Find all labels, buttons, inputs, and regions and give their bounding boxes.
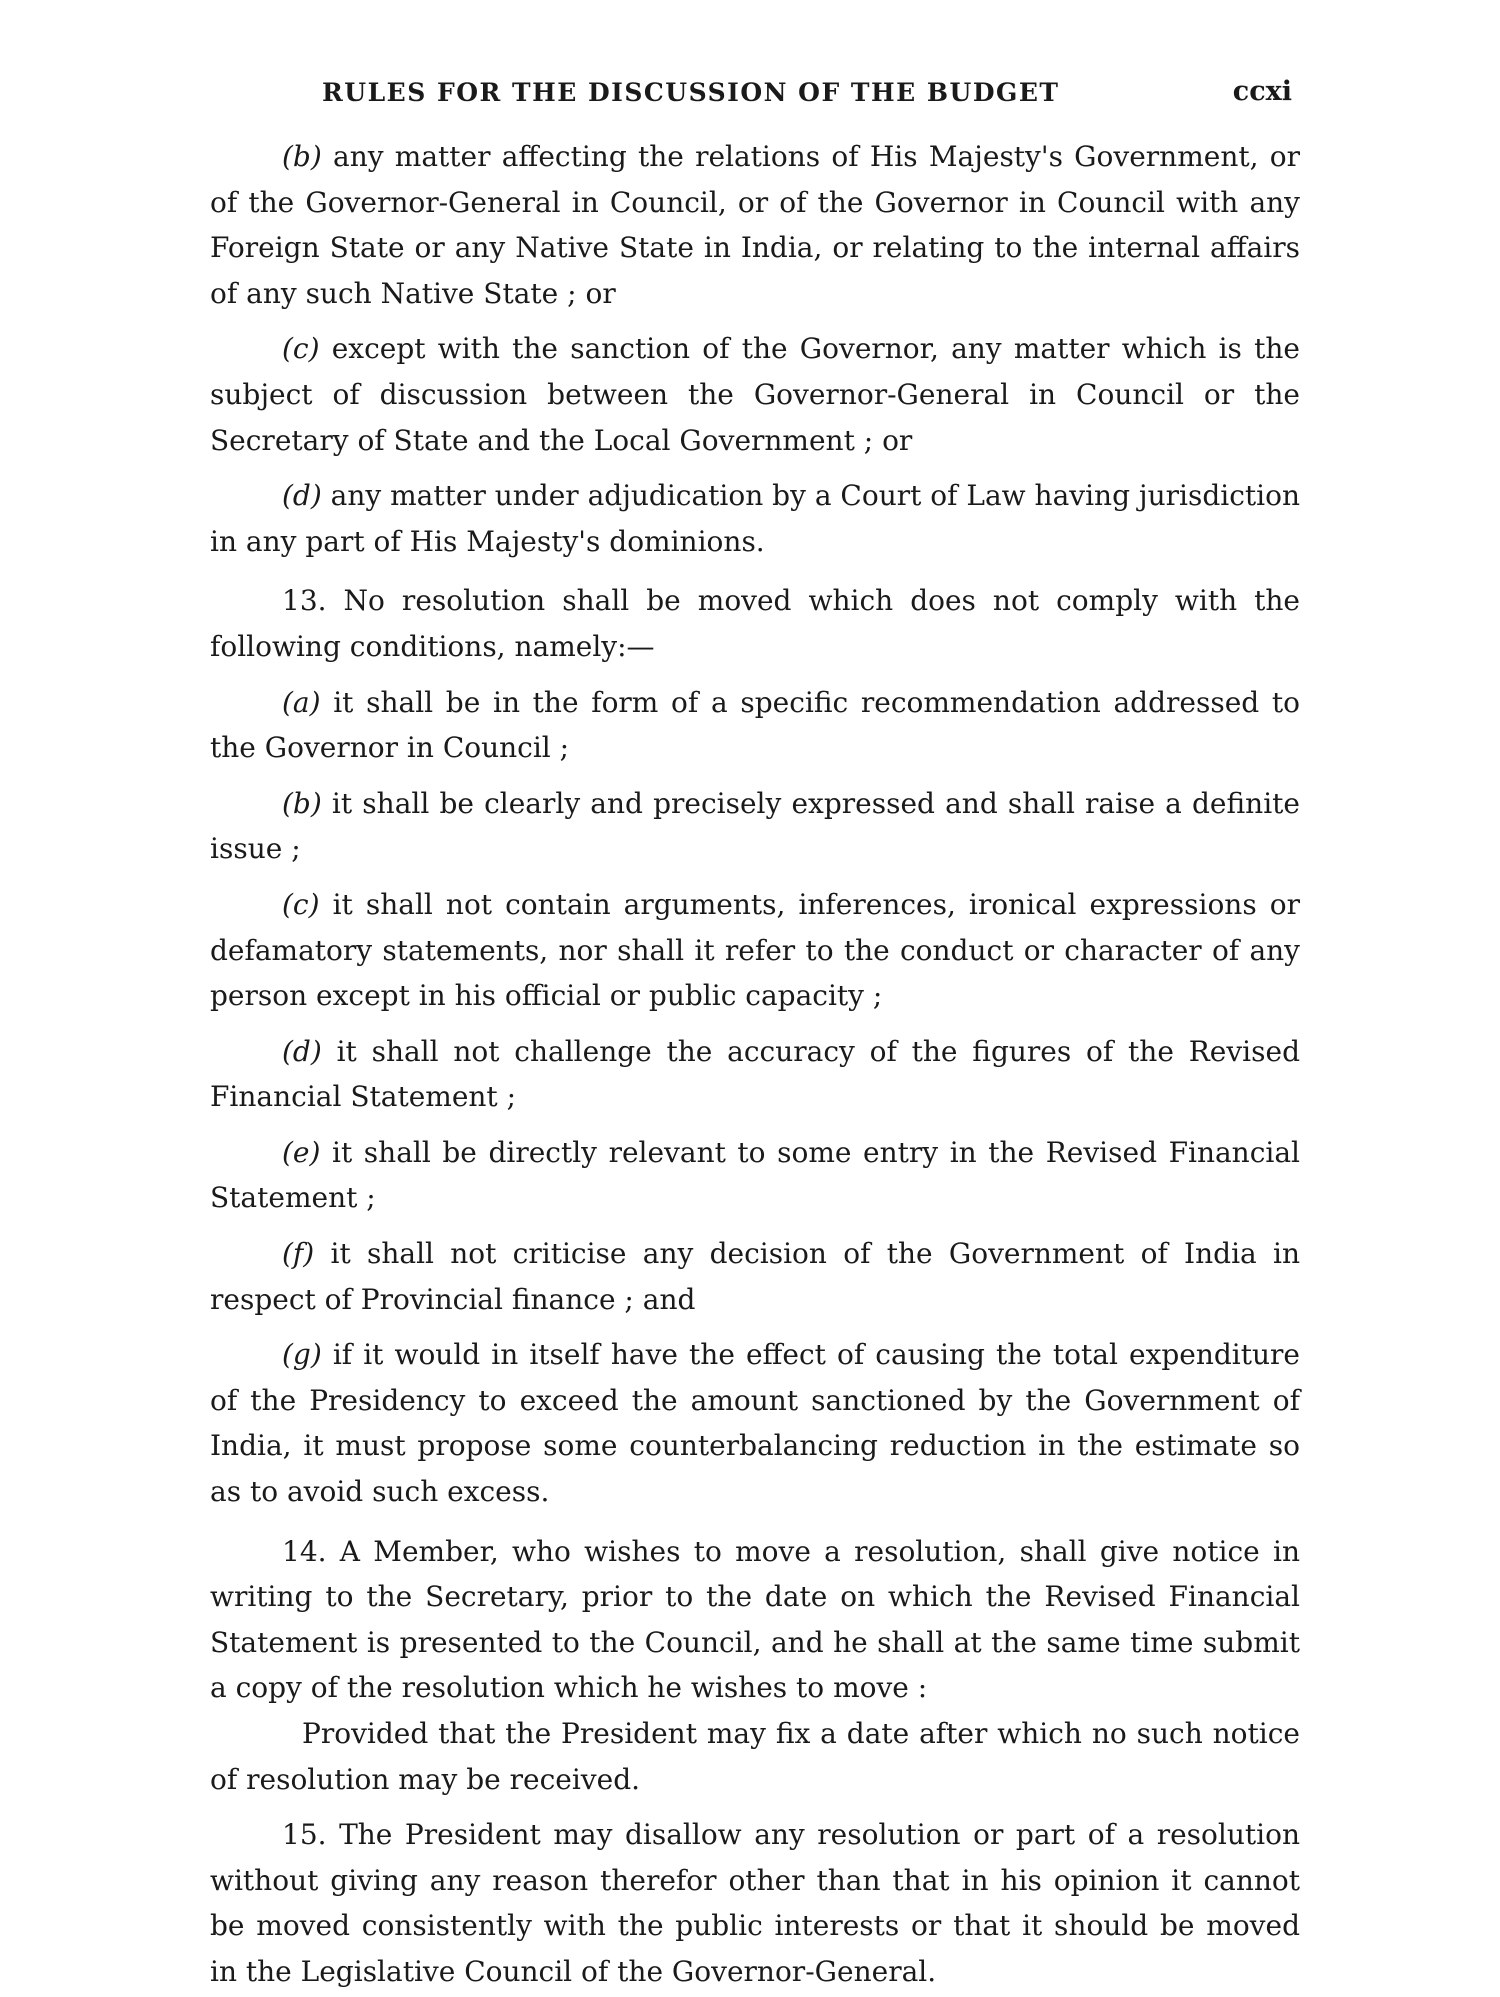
clause-d — [210, 473, 1300, 564]
document-page — [210, 76, 1300, 1988]
condition-text: it shall not criticise any decision of the Government of India in respect of Provincial finance ; and — [210, 1237, 1300, 1316]
clause-text: except with the sanction of the Governor, any matter which is the subject of discussion between the Governor-General in Council or the Secretary of State and the Local Government ; or — [210, 332, 1300, 457]
rule-13 — [210, 578, 1300, 669]
clause-label: (c) — [282, 332, 320, 366]
condition-label: (b) — [282, 786, 322, 820]
condition-g — [210, 1332, 1300, 1514]
condition-text: if it would in itself have the effect of causing the total expenditure of the Presidency to exceed the amount sanctioned by the Government of India, it must propose some counterbalancing reduction in the estimate so as to avoid such excess. — [210, 1338, 1300, 1509]
rule-text: A Member, who wishes to move a resolution, shall give notice in writing to the Secretary, prior to the date on which the Revised Financial Statement is presented to the Council, and he shall at the same time submit a copy of the resolution which he wishes to move : — [210, 1534, 1300, 1705]
condition-text: it shall not challenge the accuracy of the figures of the Revised Financial Statement ; — [210, 1034, 1300, 1114]
clause-text: any matter affecting the relations of His Majesty's Government, or of the Governor-General in Council, or of the Governor in Council with any Foreign State or any Native State in India, or relating to the internal affairs of any such Native State ; or — [210, 140, 1300, 310]
condition-text: it shall be in the form of a specific recommendation addressed to the Governor in Council ; — [210, 685, 1300, 765]
rule-number: 13. — [282, 584, 327, 618]
rule-number: 15. — [282, 1818, 327, 1852]
rule-number: 14. — [282, 1534, 327, 1568]
clause-label: (d) — [282, 479, 322, 513]
rule-14-proviso: Provided that the President may fix a date after which no such notice of resolution may be received. — [210, 1717, 1300, 1796]
rule-text: No resolution shall be moved which does not comply with the following conditions, namely:— — [210, 584, 1300, 663]
condition-text: it shall be clearly and precisely expressed and shall raise a definite issue ; — [210, 786, 1300, 866]
rule-15 — [210, 1812, 1300, 1994]
condition-label: (d) — [282, 1034, 322, 1068]
condition-label: (c) — [282, 887, 320, 921]
condition-label: (g) — [282, 1338, 322, 1372]
page-number: ccxi — [1232, 76, 1292, 107]
clause-c — [210, 326, 1300, 463]
running-title: RULES FOR THE DISCUSSION OF THE BUDGET — [322, 78, 1060, 107]
clause-text: any matter under adjudication by a Court of Law having jurisdiction in any part of His Majesty's dominions. — [210, 479, 1300, 558]
clause-label: (b) — [282, 140, 322, 173]
condition-label: (a) — [282, 685, 321, 719]
condition-c — [210, 882, 1300, 1019]
condition-label: (e) — [282, 1135, 321, 1169]
page-header — [210, 78, 1300, 114]
condition-text: it shall be directly relevant to some entry in the Revised Financial Statement ; — [210, 1135, 1300, 1215]
condition-b — [210, 781, 1300, 872]
rule-text: The President may disallow any resolution or part of a resolution without giving any reason therefor other than that in his opinion it cannot be moved consistently with the public interests or that it should be moved in the Legislative Council of the Governor-General. — [210, 1818, 1300, 1988]
condition-f — [210, 1231, 1300, 1322]
condition-label: (f) — [282, 1237, 315, 1271]
condition-a — [210, 680, 1300, 771]
clause-b — [210, 134, 1300, 316]
condition-e — [210, 1130, 1300, 1221]
condition-text: it shall not contain arguments, inferences, ironical expressions or defamatory statements, nor shall it refer to the conduct or character of any person except in his official or public capacity ; — [210, 887, 1300, 1013]
condition-d — [210, 1029, 1300, 1120]
rule-14 — [210, 1529, 1300, 1711]
